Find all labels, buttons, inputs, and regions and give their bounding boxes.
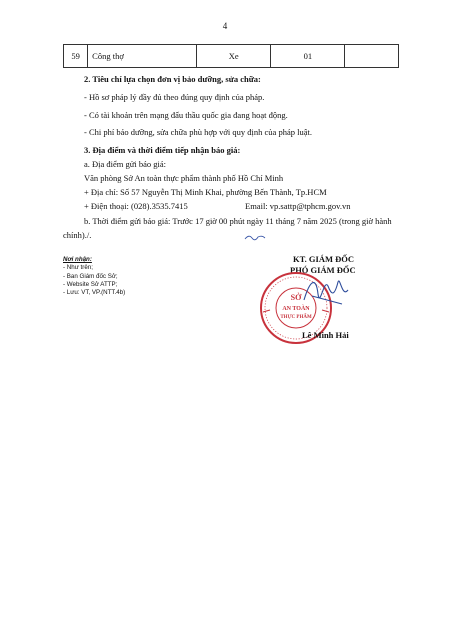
recipients-title: Nơi nhận: [63, 256, 92, 263]
recipient-item: - Ban Giám đốc Sở; [63, 272, 118, 280]
table-row [64, 45, 399, 68]
section3-a-label: a. Địa điểm gửi báo giá: [84, 159, 167, 169]
recipient-item: - Website Sở ATTP; [63, 280, 118, 288]
section2-item: - Có tài khoản trên mạng đấu thầu quốc gia đang hoạt động. [84, 110, 288, 120]
items-table [63, 44, 399, 68]
stamp-text-middle: AN TOÀN [282, 306, 310, 312]
office-email: Email: vp.sattp@tphcm.gov.vn [245, 201, 351, 211]
handwritten-mark [244, 232, 266, 242]
stamp-text-top: SỞ [290, 293, 302, 302]
cell-unit: Xe [197, 45, 271, 68]
section3-b-text: b. Thời điểm gửi báo giá: Trước 17 giờ 00 phút ngày 11 tháng 7 năm 2025 (trong giờ hành chính)./. [63, 216, 392, 240]
signer-name: Lê Minh Hải [302, 330, 349, 340]
office-address: + Địa chỉ: Số 57 Nguyễn Thị Minh Khai, phường Bến Thành, Tp.HCM [84, 187, 327, 197]
section2-heading: 2. Tiêu chí lựa chọn đơn vị bảo dưỡng, sửa chữa: [84, 74, 261, 84]
office-name: Văn phòng Sở An toàn thực phẩm thành phố Hồ Chí Minh [84, 173, 284, 183]
cell-note [345, 45, 399, 68]
stamp-text-bottom: THỰC PHẨM [280, 315, 312, 320]
section2-item: - Hồ sơ pháp lý đầy đủ theo đúng quy định của pháp. [84, 92, 265, 102]
sign-title-line1: KT. GIÁM ĐỐC [293, 254, 354, 264]
signature-scribble [298, 268, 358, 318]
recipient-item: - Như trên; [63, 264, 93, 272]
cell-name: Công thợ [88, 45, 197, 68]
cell-stt: 59 [64, 45, 88, 68]
recipient-item: - Lưu: VT, VP.(NTT.4b) [63, 289, 126, 297]
recipients-block [63, 256, 125, 297]
section3-heading: 3. Địa điểm và thời điểm tiếp nhận báo giá: [84, 145, 241, 155]
section2-item: - Chi phí bảo dưỡng, sửa chữa phù hợp với quy định của pháp luật. [84, 127, 312, 137]
page-number: 4 [222, 21, 228, 31]
cell-qty: 01 [271, 45, 345, 68]
office-phone: + Điện thoại: (028).3535.7415 [84, 201, 188, 211]
sign-title-line2: PHÓ GIÁM ĐỐC [290, 265, 356, 275]
